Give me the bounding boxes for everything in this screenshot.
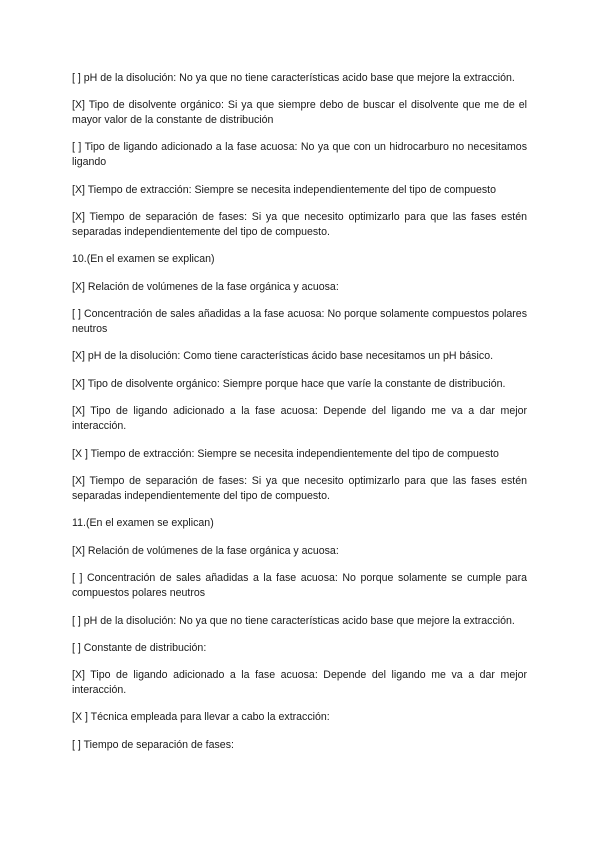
paragraph-tecnica-q11: [X ] Técnica empleada para llevar a cabo la extracción: <box>72 711 330 724</box>
paragraph-volumenes-q11: [X] Relación de volúmenes de la fase orgánica y acuosa: <box>72 544 339 557</box>
paragraph-tiempo-extraccion-q10: [X ] Tiempo de extracción: Siempre se necesita independientemente del tipo de compuesto <box>72 447 499 460</box>
paragraph-ph-q11: [ ] pH de la disolución: No ya que no tiene características acido base que mejore la extracción. <box>72 614 515 627</box>
paragraph-ligando-q10: [X] Tipo de ligando adicionado a la fase acuosa: Depende del ligando me va a dar mejor interacción. <box>72 405 527 433</box>
paragraph-constante-q11: [ ] Constante de distribución: <box>72 641 207 654</box>
paragraph-ph-q9: [ ] pH de la disolución: No ya que no tiene características acido base que mejore la extracción. <box>72 72 515 84</box>
paragraph-disolvente-q9: [X] Tipo de disolvente orgánico: Si ya que siempre debo de buscar el disolvente que me de el mayor valor de la constante de distribución <box>72 99 527 127</box>
paragraph-separacion-q11: [ ] Tiempo de separación de fases: <box>72 738 234 751</box>
question-heading-11: 11.(En el examen se explican) <box>72 517 214 530</box>
paragraph-ligando-q11: [X] Tipo de ligando adicionado a la fase acuosa: Depende del ligando me va a dar mejor interacción. <box>72 669 527 697</box>
paragraph-ph-q10: [X] pH de la disolución: Como tiene características ácido base necesitamos un pH básico. <box>72 350 494 363</box>
paragraph-sales-q10: [ ] Concentración de sales añadidas a la fase acuosa: No porque solamente compuestos polares neutros <box>72 308 527 336</box>
paragraph-tiempo-extraccion-q9: [X] Tiempo de extracción: Siempre se necesita independientemente del tipo de compuesto <box>72 183 497 196</box>
question-heading-10: 10.(En el examen se explican) <box>72 253 215 266</box>
paragraph-separacion-q10: [X] Tiempo de separación de fases: Si ya que necesito optimizarlo para que las fases estén separadas independientemente del tipo de compuesto. <box>72 475 527 503</box>
paragraph-volumenes-q10: [X] Relación de volúmenes de la fase orgánica y acuosa: <box>72 280 339 293</box>
document-page <box>72 71 527 765</box>
paragraph-sales-q11: [ ] Concentración de sales añadidas a la fase acuosa: No porque solamente se cumple para compuestos polares neutros <box>72 572 527 600</box>
paragraph-ligando-q9: [ ] Tipo de ligando adicionado a la fase acuosa: No ya que con un hidrocarburo no necesitamos ligando <box>72 141 527 169</box>
paragraph-disolvente-q10: [X] Tipo de disolvente orgánico: Siempre porque hace que varíe la constante de distribución. <box>72 377 506 390</box>
paragraph-separacion-q9: [X] Tiempo de separación de fases: Si ya que necesito optimizarlo para que las fases estén separadas independientemente del tipo de compuesto. <box>72 211 527 239</box>
